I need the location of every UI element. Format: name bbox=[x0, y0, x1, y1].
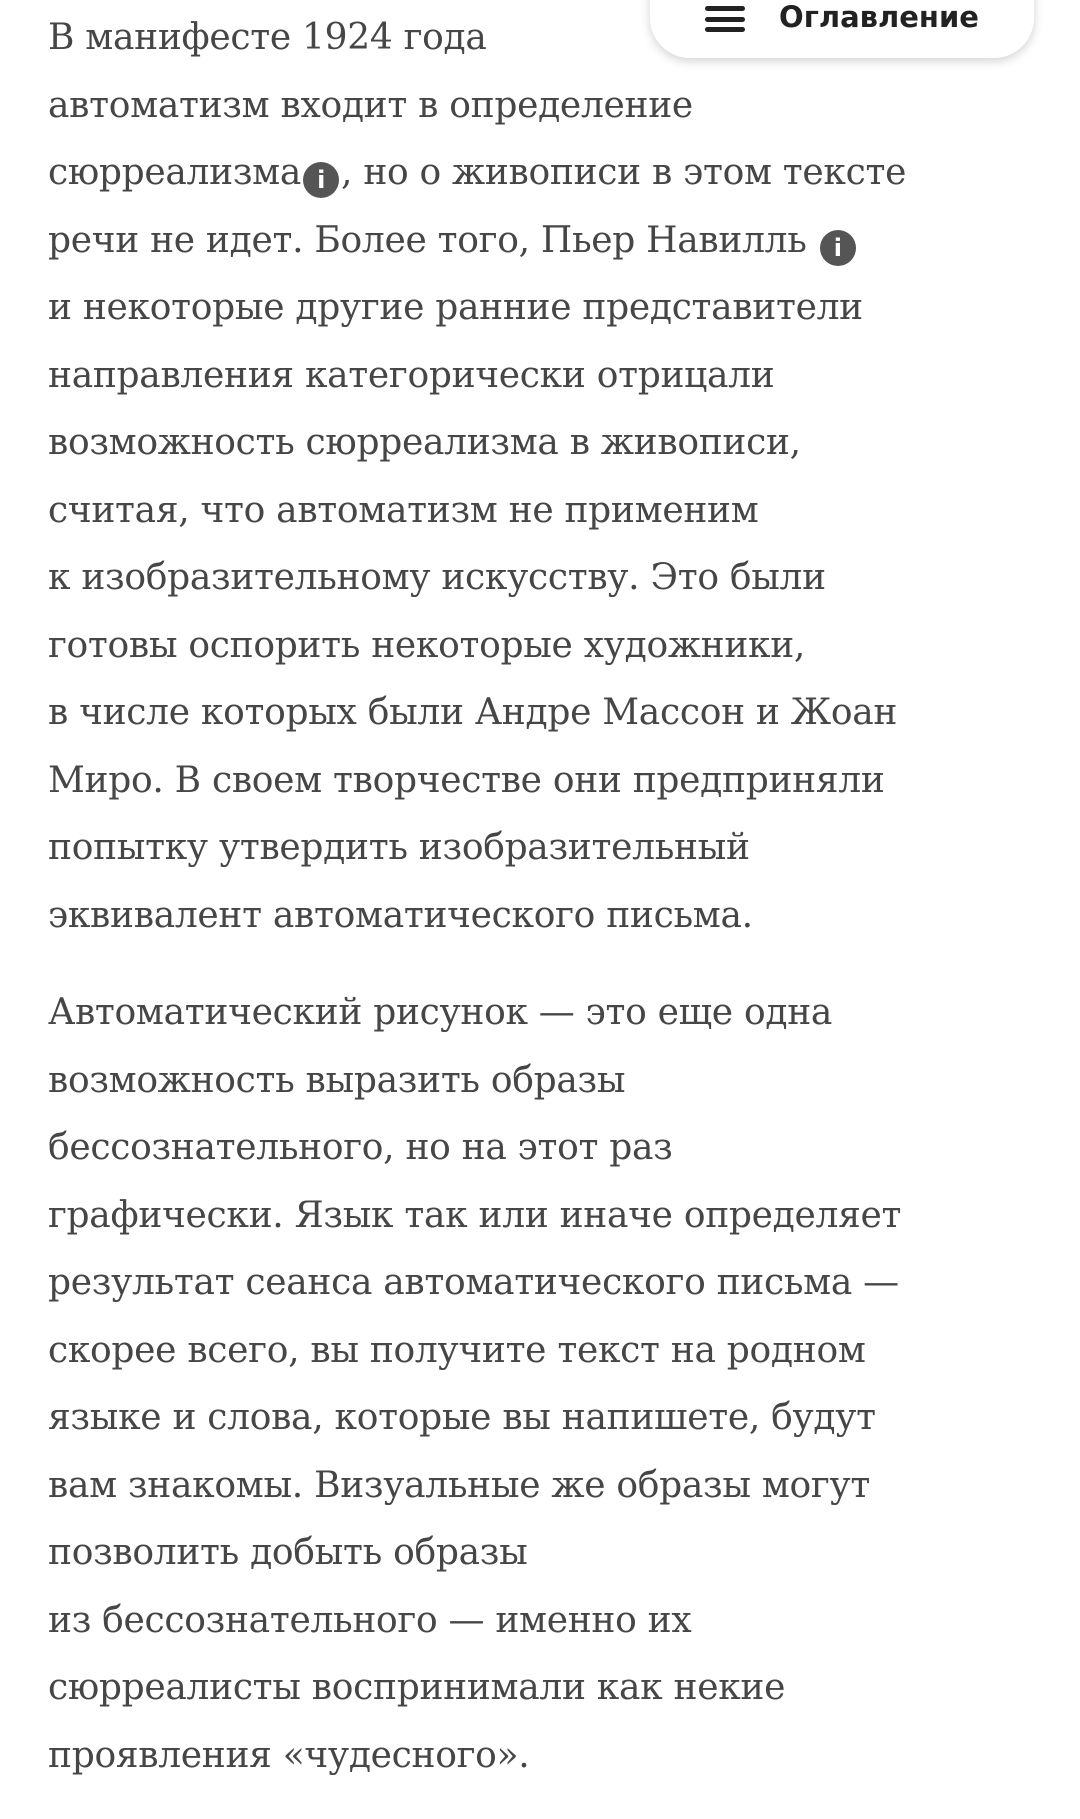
line-text: Автоматический рисунок — это еще одна bbox=[48, 992, 833, 1033]
line-text: проявления «чудесного». bbox=[48, 1734, 530, 1776]
text-line bbox=[48, 477, 1048, 545]
text-line bbox=[48, 274, 1048, 342]
toc-label: Оглавление bbox=[779, 0, 979, 34]
info-icon[interactable]: i bbox=[303, 162, 339, 198]
line-text: сюрреалисты воспринимали как некие bbox=[48, 1667, 786, 1708]
line-text: вам знакомы. Визуальные же образы могут bbox=[48, 1464, 870, 1506]
text-line bbox=[48, 342, 1048, 410]
text-line bbox=[48, 72, 1048, 140]
info-icon[interactable]: i bbox=[820, 230, 856, 266]
text-line bbox=[48, 612, 1048, 680]
line-text: направления категорически отрицали bbox=[48, 354, 775, 396]
line-text: языке и слова, которые вы напишете, будут bbox=[48, 1397, 876, 1438]
text-line bbox=[48, 207, 1048, 275]
text-line bbox=[48, 1452, 1048, 1520]
text-line bbox=[48, 1317, 1048, 1385]
line-text: бессознательного, но на этот раз bbox=[48, 1127, 673, 1168]
text-line bbox=[48, 882, 1048, 950]
line-text: готовы оспорить некоторые художники, bbox=[48, 624, 806, 666]
paragraph bbox=[48, 979, 1048, 1789]
line-text: попытку утвердить изобразительный bbox=[48, 827, 750, 868]
line-text: в числе которых были Андре Массон и Жоан bbox=[48, 692, 898, 733]
line-text: результат сеанса автоматического письма — bbox=[48, 1262, 899, 1303]
text-line bbox=[48, 679, 1048, 747]
text-line bbox=[48, 1384, 1048, 1452]
line-text: В манифесте 1924 года bbox=[48, 17, 487, 58]
text-line bbox=[48, 979, 1048, 1047]
text-line bbox=[48, 1654, 1048, 1722]
text-line bbox=[48, 814, 1048, 882]
text-line bbox=[48, 1519, 1048, 1587]
line-text: Миро. В своем творчестве они предприняли bbox=[48, 759, 885, 801]
line-text-rest: , но о живописи в этом тексте bbox=[341, 152, 907, 193]
line-text: к изобразительному искусству. Это были bbox=[48, 557, 826, 598]
text-line bbox=[48, 1114, 1048, 1182]
article-body bbox=[48, 0, 1048, 1819]
table-of-contents-button[interactable] bbox=[650, 0, 1034, 58]
line-text: и некоторые другие ранние представители bbox=[48, 287, 863, 328]
line-text: считая, что автоматизм не применим bbox=[48, 489, 759, 531]
text-line bbox=[48, 1182, 1048, 1250]
text-line bbox=[48, 1587, 1048, 1655]
paragraph bbox=[48, 0, 1048, 949]
text-line bbox=[48, 544, 1048, 612]
text-line bbox=[48, 1722, 1048, 1790]
line-text: графически. Язык так или иначе определяет bbox=[48, 1194, 902, 1236]
text-line bbox=[48, 747, 1048, 815]
line-text: возможность выразить образы bbox=[48, 1059, 626, 1101]
text-line bbox=[48, 1047, 1048, 1115]
line-text: возможность сюрреализма в живописи, bbox=[48, 422, 801, 463]
line-text: речи не идет. Более того, Пьер Навилль bbox=[48, 219, 818, 261]
line-text: сюрреализма bbox=[48, 152, 302, 193]
text-line bbox=[48, 139, 1048, 207]
line-text: скорее всего, вы получите текст на родном bbox=[48, 1329, 866, 1371]
line-text: автоматизм входит в определение bbox=[48, 84, 693, 126]
hamburger-menu-icon bbox=[705, 6, 745, 32]
line-text: эквивалент автоматического письма. bbox=[48, 894, 753, 936]
line-text: из бессознательного — именно их bbox=[48, 1599, 692, 1641]
line-text: позволить добыть образы bbox=[48, 1532, 528, 1573]
text-line bbox=[48, 409, 1048, 477]
text-line bbox=[48, 1249, 1048, 1317]
